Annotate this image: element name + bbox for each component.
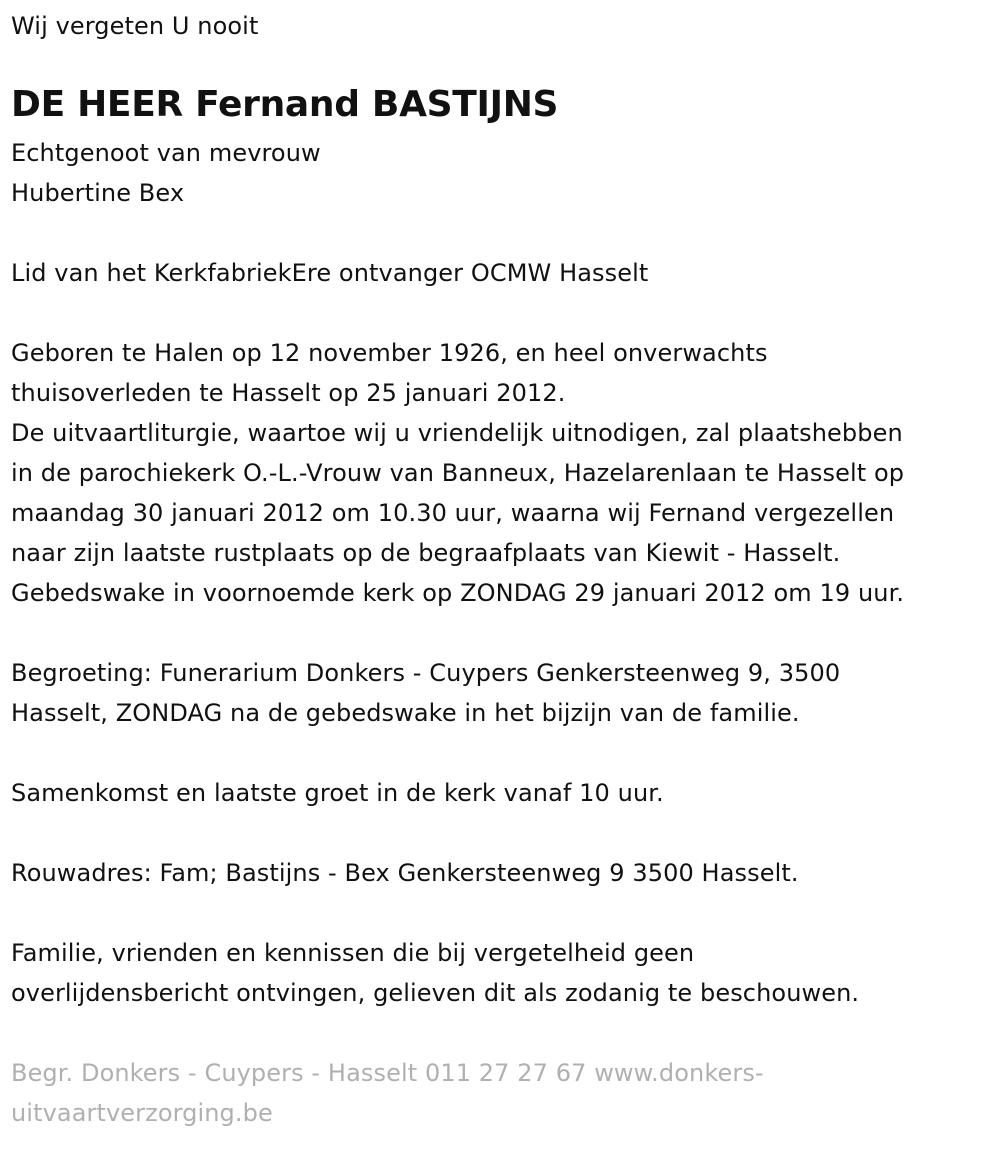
intro-text: Wij vergeten U nooit: [11, 12, 259, 40]
main-text-line: Gebedswake in voornoemde kerk op ZONDAG 29 januari 2012 om 19 uur.: [11, 579, 905, 607]
membership-text: Lid van het KerkfabriekEre ontvanger OCMW Hasselt: [11, 259, 649, 287]
family-note-line: Familie, vrienden en kennissen die bij vergetelheid geen: [11, 939, 695, 967]
main-text-line: Geboren te Halen op 12 november 1926, en heel onverwachts: [11, 339, 768, 367]
mourning-address-block: [11, 853, 799, 893]
greeting-block: [11, 653, 840, 733]
main-text-line: in de parochiekerk O.-L.-Vrouw van Banneux, Hazelarenlaan te Hasselt op: [11, 459, 905, 487]
spouse-line: Echtgenoot van mevrouw: [11, 139, 321, 167]
family-note-block: [11, 933, 859, 1013]
family-note-line: overlijdensbericht ontvingen, gelieven dit als zodanig te beschouwen.: [11, 979, 860, 1007]
greeting-line: Begroeting: Funerarium Donkers - Cuypers Genkersteenweg 9, 3500: [11, 659, 841, 687]
membership-block: [11, 253, 648, 293]
footer-block: [11, 1053, 764, 1133]
meeting-block: [11, 773, 664, 813]
greeting-line: Hasselt, ZONDAG na de gebedswake in het bijzijn van de familie.: [11, 699, 800, 727]
footer-line: uitvaartverzorging.be: [11, 1099, 273, 1127]
main-text-line: maandag 30 januari 2012 om 10.30 uur, waarna wij Fernand vergezellen: [11, 499, 895, 527]
mourning-address-text: Rouwadres: Fam; Bastijns - Bex Genkersteenweg 9 3500 Hasselt.: [11, 859, 799, 887]
meeting-text: Samenkomst en laatste groet in de kerk vanaf 10 uur.: [11, 779, 664, 807]
main-text-line: thuisoverleden te Hasselt op 25 januari 2012.: [11, 379, 566, 407]
main-text-block: [11, 333, 904, 613]
main-text-line: naar zijn laatste rustplaats op de begraafplaats van Kiewit - Hasselt.: [11, 539, 841, 567]
deceased-name: DE HEER Fernand BASTIJNS: [11, 84, 559, 125]
spouse-block: [11, 133, 321, 213]
footer-line: Begr. Donkers - Cuypers - Hasselt 011 27 27 67 www.donkers-: [11, 1059, 764, 1087]
main-text-line: De uitvaartliturgie, waartoe wij u vriendelijk uitnodigen, zal plaatshebben: [11, 419, 903, 447]
spouse-name: Hubertine Bex: [11, 179, 185, 207]
